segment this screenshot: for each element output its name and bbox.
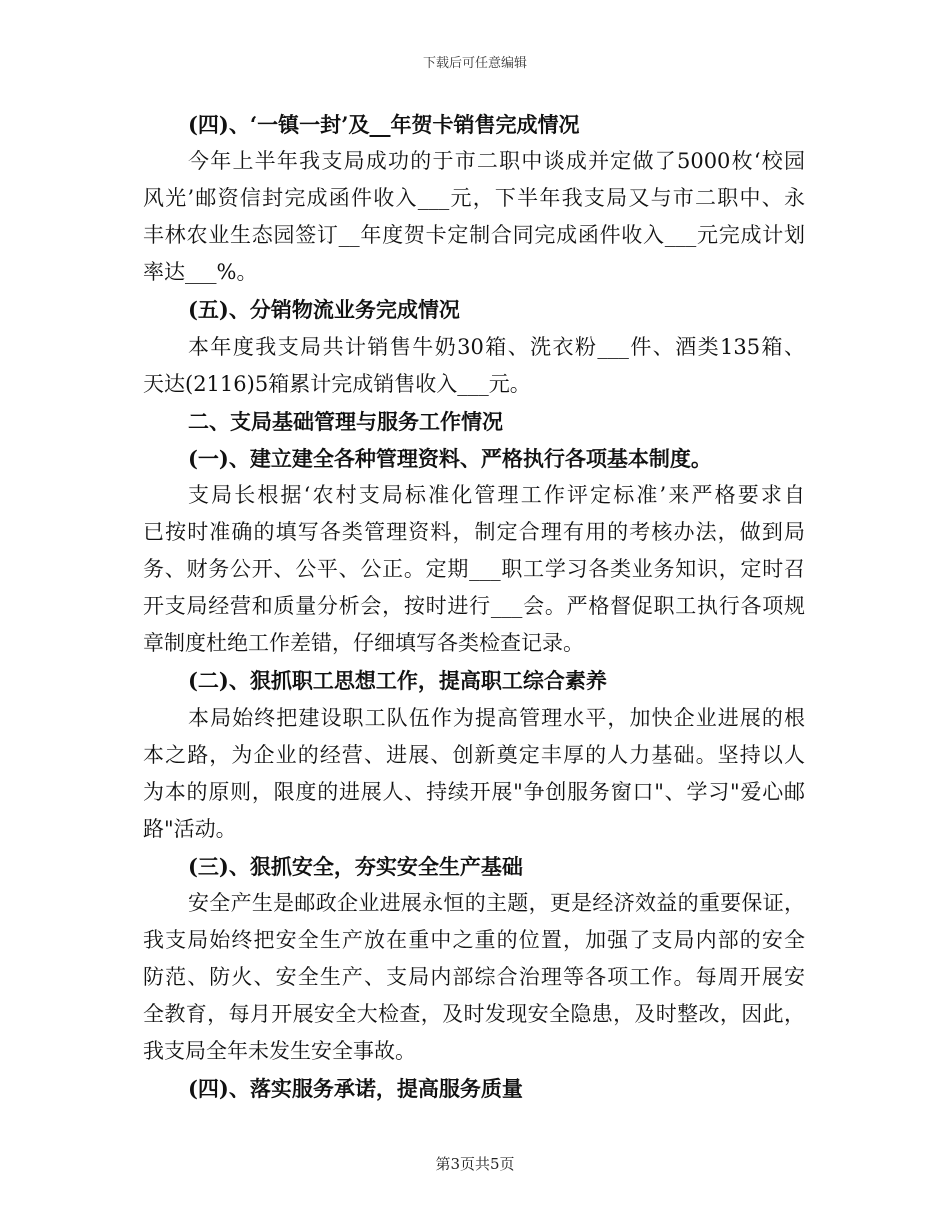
page-header: 下载后可任意编辑 bbox=[422, 56, 527, 71]
paragraph-line: 本年度我支局共计销售牛奶30箱、洗衣粉___件、酒类135箱、 bbox=[188, 334, 805, 359]
document-body bbox=[143, 106, 805, 1108]
paragraph-line: 本局始终把建设职工队伍作为提高管理水平，加快企业进展的根 bbox=[188, 705, 805, 730]
paragraph-line: 已按时准确的填写各类管理资料，制定合理有用的考核办法，做到局 bbox=[143, 520, 805, 545]
section-heading: (三)、狠抓安全，夯实安全生产基础 bbox=[188, 853, 523, 879]
paragraph-line: 章制度杜绝工作差错，仔细填写各类检查记录。 bbox=[143, 631, 584, 656]
paragraph-line: 本之路，为企业的经营、进展、创新奠定丰厚的人力基础。坚持以人 bbox=[143, 742, 805, 767]
section-heading: (四)、落实服务承诺，提高服务质量 bbox=[188, 1076, 523, 1102]
paragraph-line: 风光’邮资信封完成函件收入___元，下半年我支局又与市二职中、永 bbox=[143, 186, 805, 211]
section-heading: (五)、分销物流业务完成情况 bbox=[188, 297, 460, 323]
section-heading: 二、支局基础管理与服务工作情况 bbox=[188, 408, 503, 434]
page-footer: 第3页共5页 bbox=[435, 1155, 515, 1173]
section-heading: (一)、建立建全各种管理资料、严格执行各项基本制度。 bbox=[188, 445, 712, 471]
paragraph-line: 我支局始终把安全生产放在重中之重的位置，加强了支局内部的安全 bbox=[143, 928, 805, 953]
paragraph-line: 为本的原则，限度的进展人、持续开展"争创服务窗口"、学习"爱心邮 bbox=[143, 779, 805, 804]
paragraph-line: 开支局经营和质量分析会，按时进行___会。严格督促职工执行各项规 bbox=[143, 594, 805, 619]
paragraph-line: 防范、防火、安全生产、支局内部综合治理等各项工作。每周开展安 bbox=[143, 965, 805, 990]
paragraph-line: 今年上半年我支局成功的于市二职中谈成并定做了5000枚‘校园 bbox=[188, 149, 805, 174]
paragraph-line: 率达___%。 bbox=[143, 260, 258, 285]
paragraph-line: 丰林农业生态园签订__年度贺卡定制合同完成函件收入___元完成计划 bbox=[143, 223, 805, 248]
paragraph-line: 务、财务公开、公平、公正。定期___职工学习各类业务知识，定时召 bbox=[143, 557, 805, 582]
paragraph-line: 全教育，每月开展安全大检查，及时发现安全隐患，及时整改，因此， bbox=[143, 1002, 805, 1027]
paragraph-line: 我支局全年未发生安全事故。 bbox=[143, 1039, 416, 1064]
paragraph-line: 支局长根据‘农村支局标准化管理工作评定标准’来严格要求自 bbox=[188, 482, 805, 507]
paragraph-line: 天达(2116)5箱累计完成销售收入___元。 bbox=[143, 371, 531, 396]
paragraph-line: 安全产生是邮政企业进展永恒的主题，更是经济效益的重要保证， bbox=[188, 890, 805, 915]
section-heading: (二)、狠抓职工思想工作，提高职工综合素养 bbox=[188, 668, 607, 694]
section-heading: (四)、‘一镇一封’及__年贺卡销售完成情况 bbox=[188, 112, 580, 137]
paragraph-line: 路"活动。 bbox=[143, 816, 237, 841]
